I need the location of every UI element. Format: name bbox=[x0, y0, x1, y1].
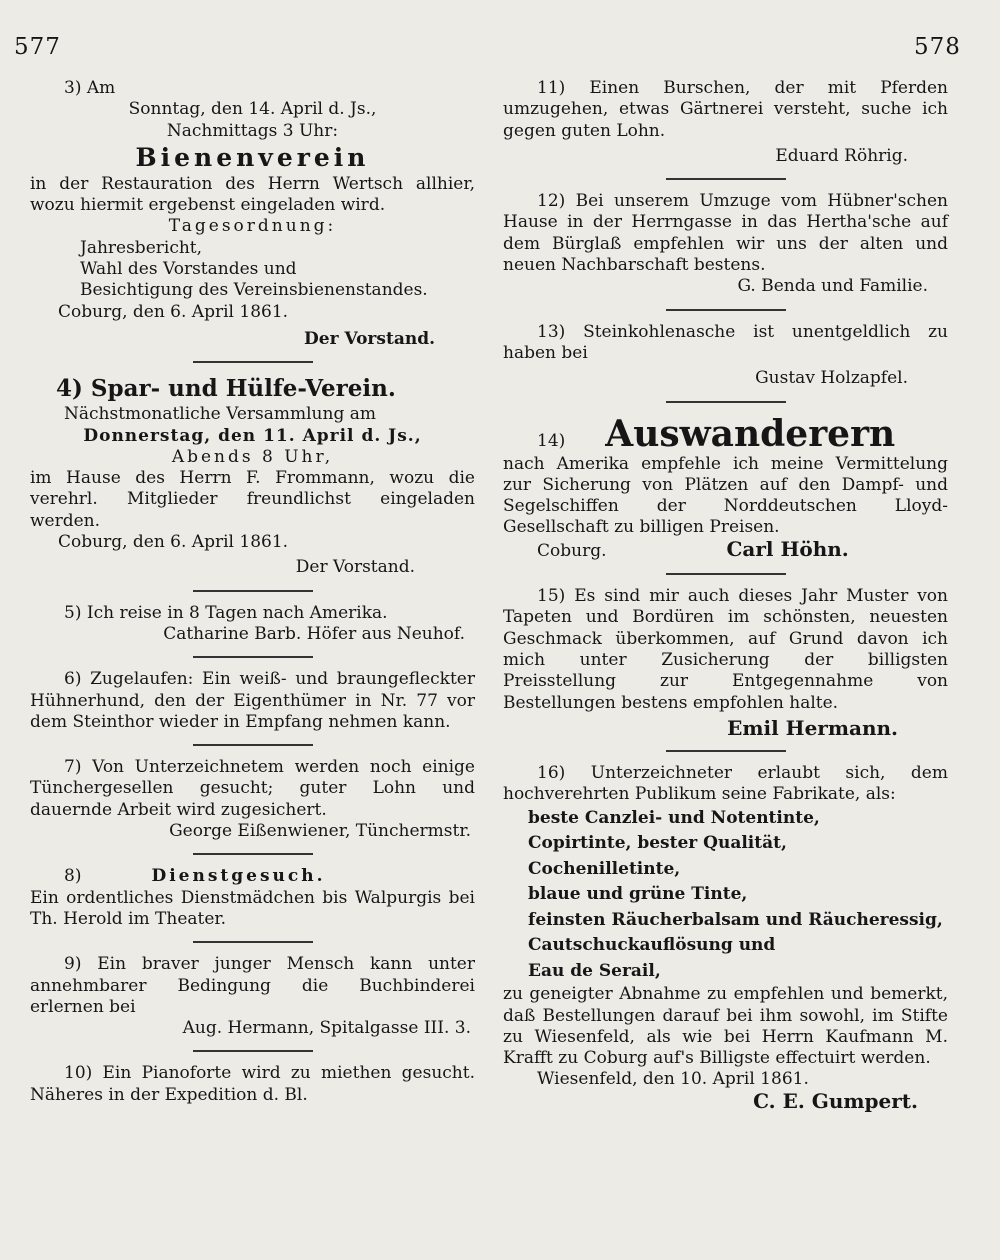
signature: C. E. Gumpert. bbox=[753, 1088, 918, 1113]
ad-number: 14) bbox=[537, 430, 566, 451]
ad-text: zu geneigter Abnahme zu empfehlen und bemerkt, daß Bestellungen darauf bei ihm sowohl, im Stifte zu Wiesenfeld, als wie bei Herrn Kaufmann M. Krafft zu Coburg auf's Billigste effectuirt werden. bbox=[503, 984, 948, 1069]
ad-text: nach Amerika empfehle ich meine Vermittelung zur Sicherung von Plätzen auf den Dampf- und Segelschiffen der Norddeutschen Lloyd-Gesellschaft zu billigen Preisen. bbox=[503, 453, 948, 538]
signature: Gustav Holzapfel. bbox=[755, 368, 908, 389]
signature: G. Benda und Familie. bbox=[737, 276, 928, 297]
separator bbox=[193, 941, 313, 943]
ad-text: 6) Zugelaufen: Ein weiß- und braungefleckter Hühnerhund, den der Eigenthümer in Nr. 77 vor dem Steinthor wieder in Empfang nehmen kann. bbox=[30, 669, 475, 732]
ad-line: Donnerstag, den 11. April d. Js., bbox=[83, 425, 422, 446]
signature: Emil Hermann. bbox=[727, 715, 898, 740]
announcement-8 bbox=[30, 866, 475, 930]
place-date: Coburg, den 6. April 1861. bbox=[58, 301, 289, 322]
ad-text: 7) Von Unterzeichnetem werden noch einige Tünchergesellen gesucht; guter Lohn und dauernde Arbeit wird zugesichert. bbox=[30, 757, 475, 820]
announcement-16 bbox=[503, 763, 948, 1112]
signature: Der Vorstand. bbox=[304, 328, 435, 349]
ad-text: 12) Bei unserem Umzuge vom Hübner'schen Hause in der Herrngasse in das Hertha'sche auf dem Bürglaß empfehlen wir uns der alten und neuen Nachbarschaft bestens. bbox=[503, 191, 948, 276]
ad-title: Dienstgesuch. bbox=[151, 866, 326, 887]
separator bbox=[193, 590, 313, 592]
page-number-left: 577 bbox=[14, 34, 61, 60]
ad-title: Auswanderern bbox=[605, 412, 896, 455]
ad-number: 4) bbox=[56, 375, 83, 403]
announcement-15 bbox=[503, 586, 948, 739]
separator bbox=[193, 361, 313, 363]
signature: Eduard Röhrig. bbox=[775, 145, 908, 166]
announcement-10 bbox=[30, 1063, 475, 1106]
list-item: Cautschuckauflösung und bbox=[528, 935, 776, 956]
ad-number: 3) Am bbox=[64, 78, 116, 98]
announcement-3 bbox=[30, 78, 475, 350]
ad-text: 9) Ein braver junger Mensch kann unter annehmbarer Bedingung die Buchbinderei erlernen bei bbox=[30, 954, 475, 1017]
place: Coburg. bbox=[537, 540, 607, 561]
ad-text: Ein ordentliches Dienstmädchen bis Walpurgis bei Th. Herold im Theater. bbox=[30, 887, 475, 929]
ad-text: 13) Steinkohlenasche ist unentgeldlich zu haben bei bbox=[503, 321, 948, 363]
list-item: feinsten Räucherbalsam und Räucheressig, bbox=[528, 909, 943, 930]
ad-line: Abends 8 Uhr, bbox=[171, 446, 334, 467]
separator bbox=[666, 750, 786, 752]
ad-text: 11) Einen Burschen, der mit Pferden umzugehen, etwas Gärtnerei versteht, suche ich gegen guten Lohn. bbox=[503, 78, 948, 141]
separator bbox=[666, 401, 786, 403]
signature: Carl Höhn. bbox=[726, 536, 849, 561]
ad-text: 5) Ich reise in 8 Tagen nach Amerika. bbox=[64, 602, 388, 623]
ad-text: 15) Es sind mir auch dieses Jahr Muster von Tapeten und Bordüren im schönsten, neuesten Geschmack überkommen, auf Grund davon ich mich unter Zusicherung der billigsten Preisstellung zur Entgegennahme von Bestellungen bestens empfohlen halte. bbox=[503, 586, 948, 713]
agenda-item: Besichtigung des Vereinsbienenstandes. bbox=[80, 280, 428, 301]
separator bbox=[193, 1050, 313, 1052]
list-item: blaue und grüne Tinte, bbox=[528, 884, 748, 905]
separator bbox=[666, 309, 786, 311]
announcement-13 bbox=[503, 322, 948, 390]
agenda-item: Wahl des Vorstandes und bbox=[80, 259, 297, 280]
ad-line: Nächstmonatliche Versammlung am bbox=[64, 404, 376, 425]
signature: Der Vorstand. bbox=[295, 557, 415, 578]
announcement-11 bbox=[503, 78, 948, 167]
list-item: Eau de Serail, bbox=[528, 960, 661, 981]
separator bbox=[193, 853, 313, 855]
announcement-4 bbox=[30, 374, 475, 578]
agenda-item: Jahresbericht, bbox=[80, 237, 203, 258]
announcement-5 bbox=[30, 603, 475, 646]
list-item: beste Canzlei- und Notentinte, bbox=[528, 807, 820, 828]
ad-title: Spar- und Hülfe-Verein. bbox=[90, 375, 396, 403]
signature: George Eißenwiener, Tünchermstr. bbox=[169, 821, 471, 842]
page-number-right: 578 bbox=[914, 34, 961, 60]
separator bbox=[666, 178, 786, 180]
announcement-7 bbox=[30, 757, 475, 842]
ad-text: in der Restauration des Herrn Wertsch allhier, wozu hiermit ergebenst eingeladen wird. bbox=[30, 173, 475, 216]
list-item: Copirtinte, bester Qualität, bbox=[528, 833, 787, 854]
signature: Aug. Hermann, Spitalgasse III. 3. bbox=[182, 1018, 471, 1039]
ad-number: 8) bbox=[64, 866, 82, 887]
separator bbox=[666, 573, 786, 575]
announcement-9 bbox=[30, 954, 475, 1039]
place-date: Wiesenfeld, den 10. April 1861. bbox=[537, 1069, 809, 1090]
list-item: Cochenilletinte, bbox=[528, 858, 681, 879]
place-date: Coburg, den 6. April 1861. bbox=[58, 532, 289, 553]
agenda-title: Tagesordnung: bbox=[168, 216, 337, 237]
announcement-6 bbox=[30, 669, 475, 733]
left-column bbox=[30, 78, 475, 1106]
right-column bbox=[503, 78, 948, 1112]
ad-text: 16) Unterzeichneter erlaubt sich, dem hochverehrten Publikum seine Fabrikate, als: bbox=[503, 763, 948, 805]
ad-title: Bienenverein bbox=[135, 142, 370, 172]
announcement-12 bbox=[503, 191, 948, 297]
signature: Catharine Barb. Höfer aus Neuhof. bbox=[163, 623, 465, 644]
announcement-14 bbox=[503, 414, 948, 562]
ad-text: 10) Ein Pianoforte wird zu miethen gesucht. Näheres in der Expedition d. Bl. bbox=[30, 1063, 475, 1105]
event-time: Nachmittags 3 Uhr: bbox=[166, 120, 339, 141]
separator bbox=[193, 656, 313, 658]
separator bbox=[193, 744, 313, 746]
product-list bbox=[503, 806, 948, 985]
event-date: Sonntag, den 14. April d. Js., bbox=[128, 99, 377, 120]
ad-text: im Hause des Herrn F. Frommann, wozu die verehrl. Mitglieder freundlichst eingeladen werden. bbox=[30, 468, 475, 531]
